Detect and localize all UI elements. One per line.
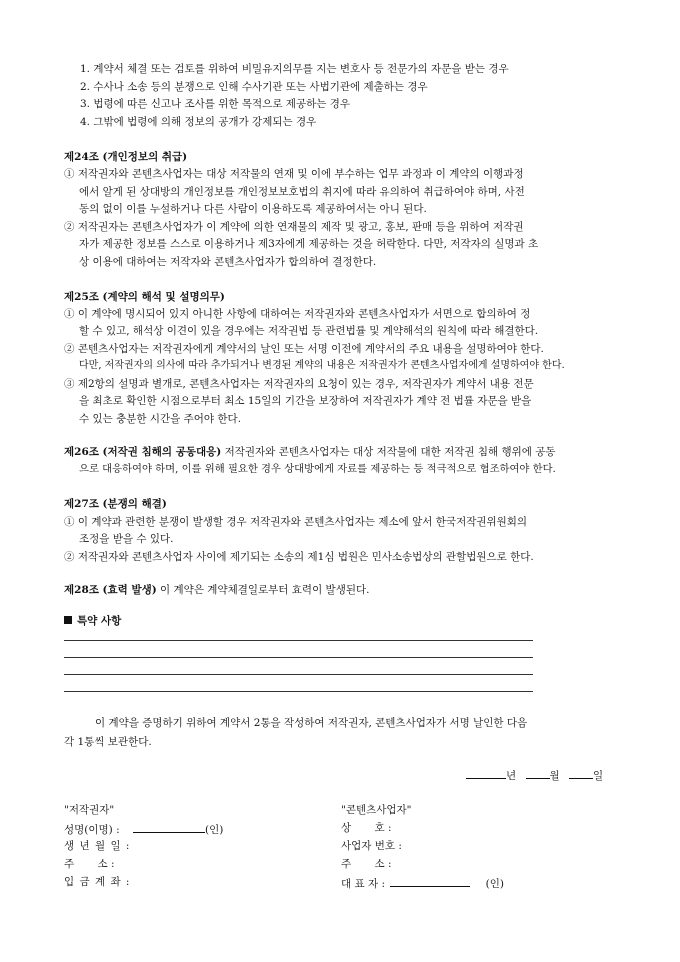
provider-title: "콘텐츠사업자"	[341, 804, 412, 816]
author-seal: (인)	[204, 824, 224, 836]
article-28-heading: 제28조 (효력 발생)	[64, 584, 157, 596]
article-25-line: 수 있는 충분한 시간을 주어야 한다.	[79, 413, 242, 425]
special-terms-line	[64, 657, 533, 658]
contract-date[interactable]	[466, 767, 603, 783]
article-26-line: 으로 대응하여야 하며, 이를 위해 필요한 경우 상대방에게 자료를 제공하는 등 적극적으로 협조하여야 한다.	[79, 463, 556, 475]
article-25-heading: 제25조 (계약의 해석 및 설명의무)	[64, 291, 225, 303]
special-terms-line	[64, 674, 533, 675]
year-blank[interactable]	[466, 767, 506, 779]
list-item: 3. 법령에 따른 신고나 조사를 위한 목적으로 제공하는 경우	[80, 98, 351, 110]
author-name-field[interactable]	[133, 821, 205, 833]
article-24-line: 에서 알게 된 상대방의 개인정보를 개인정보보호법의 취지에 따라 유의하여 취급하여야 하며, 사전	[79, 186, 525, 198]
provider-seal: (인)	[485, 878, 505, 890]
article-27-line: 조정을 받을 수 있다.	[79, 533, 174, 545]
article-24-line: ① 저작권자와 콘텐츠사업자는 대상 저작물의 연재 및 이에 부수하는 업무 과정과 이 계약의 이행과정	[64, 168, 524, 180]
day-blank[interactable]	[569, 767, 593, 779]
special-terms-title: 특약 사항	[64, 614, 121, 628]
author-name-label: 성명(이명) :	[64, 824, 120, 836]
article-25-line: ② 콘텐츠사업자는 저작권자에게 계약서의 날인 또는 서명 이전에 계약서의 주요 내용을 설명하여야 한다.	[64, 343, 544, 355]
author-name-row	[64, 821, 223, 837]
article-24-line: 상 이용에 대하여는 저작자와 콘텐츠사업자가 합의하여 결정한다.	[79, 256, 377, 268]
provider-bizno-label: 사업자 번호 :	[341, 840, 402, 852]
provider-ceo-field[interactable]	[390, 875, 470, 887]
article-24-heading: 제24조 (개인정보의 취급)	[64, 151, 188, 163]
author-address-label: 주 소 :	[64, 858, 115, 870]
day-label: 일	[593, 770, 604, 782]
author-birth-label: 생 년 월 일 :	[64, 840, 131, 852]
provider-company-label: 상 호 :	[341, 822, 392, 834]
provider-ceo-label: 대 표 자 :	[341, 878, 385, 890]
article-26-heading: 제26조 (저작권 침해의 공동대응)	[64, 446, 222, 458]
list-item: 2. 수사나 소송 등의 분쟁으로 인해 수사기관 또는 사법기관에 제출하는 경우	[80, 81, 428, 93]
article-28-text: 이 계약은 계약체결일로부터 효력이 발생된다.	[156, 584, 370, 596]
article-25-line: 다만, 저작권자의 의사에 따라 추가되거나 변경된 계약의 내용은 저작권자가 콘텐츠사업자에게 설명하여야 한다.	[79, 360, 565, 371]
article-25-line: 할 수 있고, 해석상 이견이 있을 경우에는 저작권법 등 관련법률 및 계약해석의 원칙에 따라 해결한다.	[79, 325, 539, 337]
article-27-line: ① 이 계약과 관련한 분쟁이 발생할 경우 저작권자와 콘텐츠사업자는 제소에 앞서 한국저작권위원회의	[64, 516, 528, 528]
closing-statement: 이 계약을 증명하기 위하여 계약서 2통을 작성하여 저작권자, 콘텐츠사업자가 서명 날인한 다음	[95, 717, 528, 729]
provider-address-label: 주 소 :	[341, 858, 392, 870]
month-label: 월	[549, 770, 560, 782]
list-item: 1. 계약서 체결 또는 검토를 위하여 비밀유지의무를 지는 변호사 등 전문가의 자문을 받는 경우	[80, 63, 509, 75]
special-terms-line	[64, 691, 533, 692]
special-terms-line	[64, 640, 533, 641]
article-25-line: ③ 제2항의 설명과 별개로, 콘텐츠사업자는 저작권자의 요청이 있는 경우, 저작권자가 계약서 내용 전문	[64, 378, 534, 390]
article-27-line: ② 저작권자와 콘텐츠사업자 사이에 제기되는 소송의 제1심 법원은 민사소송법상의 관할법원으로 한다.	[64, 551, 534, 563]
article-28-line	[64, 583, 369, 597]
article-25-line: 을 최초로 확인한 시점으로부터 최소 15일의 기간을 보장하여 저작권자가 계약 전 법률 자문을 받을	[79, 395, 532, 407]
article-25-line: ① 이 계약에 명시되어 있지 아니한 사항에 대하여는 저작권자와 콘텐츠사업자가 서면으로 합의하여 정	[64, 308, 531, 320]
author-account-label: 입 금 계 좌 :	[64, 876, 131, 888]
article-24-line: ② 저작권자는 콘텐츠사업자가 이 계약에 의한 연재물의 제작 및 광고, 홍보, 판매 등을 위하여 저작권	[64, 221, 524, 233]
month-blank[interactable]	[526, 767, 550, 779]
article-27-heading: 제27조 (분쟁의 해결)	[64, 498, 167, 510]
article-24-line: 동의 없이 이를 누설하거나 다른 사람이 이용하도록 제공하여서는 아니 된다.	[79, 203, 427, 215]
year-label: 년	[506, 770, 517, 782]
closing-statement: 각 1통씩 보관한다.	[64, 736, 152, 748]
author-title: "저작권자"	[64, 804, 115, 816]
provider-ceo-row	[341, 875, 504, 891]
black-square-icon	[64, 616, 72, 624]
article-26-line	[64, 445, 556, 459]
list-item: 4. 그밖에 법령에 의해 정보의 공개가 강제되는 경우	[80, 116, 317, 128]
article-24-line: 자가 제공한 정보를 스스로 이용하거나 제3자에게 제공하는 것을 허락한다. 다만, 저작자의 실명과 초	[79, 238, 539, 250]
article-26-text: 저작권자와 콘텐츠사업자는 대상 저작물에 대한 저작권 침해 행위에 공동	[221, 446, 556, 458]
